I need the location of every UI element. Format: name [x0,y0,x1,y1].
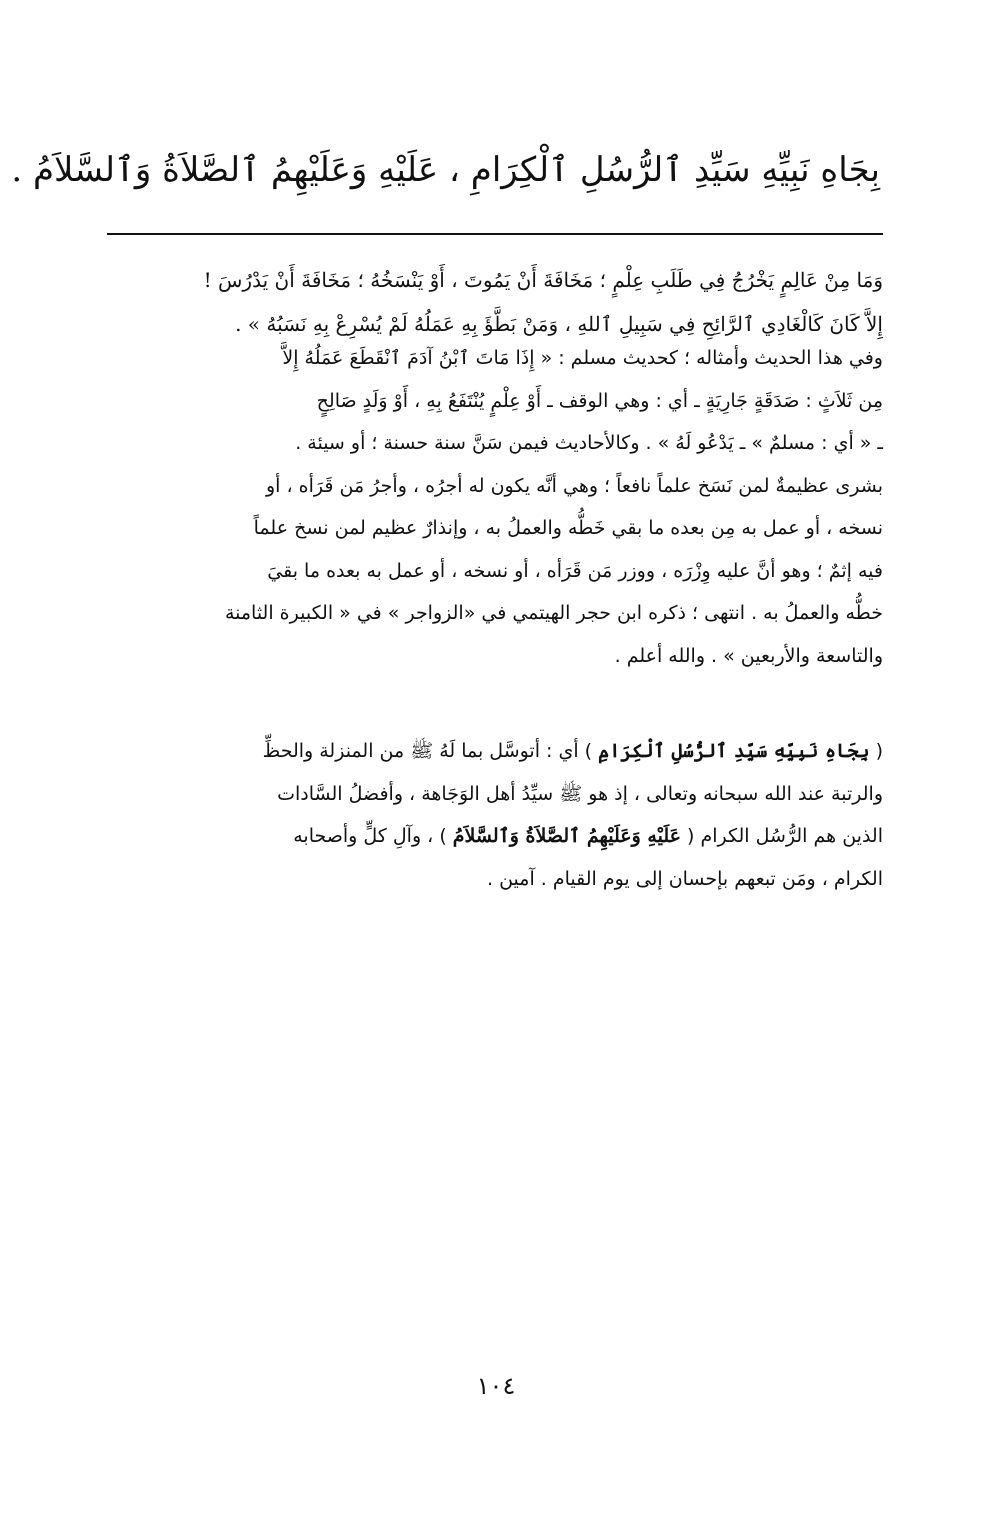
commentary-line [107,815,883,858]
quote-block [107,258,883,346]
separator-rule [107,233,883,235]
commentary-text: ) ، وآلِ كلٍّ وأصحابه [293,825,447,847]
commentary-line: بشرى عظيمةٌ لمن نَسَخ علماً نافعاً ؛ وهي أنَّه يكون له أجرُه ، وأجرُ مَن قَرَأه ، أو [266,474,883,497]
quote-line: وَمَا مِنْ عَالِمٍ يَخْرُجُ فِي طَلَبِ عِلْمٍ ؛ مَخَافَةَ أَنْ يَمُوتَ ، أَوْ يَنْسَخُهُ ؛ مَخَافَةَ أَنْ يَدْرُسَ ! [203,268,883,292]
commentary-line: الكرام ، ومَن تبعهم بإحسان إلى يوم القيام . آمين . [486,867,883,890]
commentary-paragraph-1 [107,337,883,677]
commentary-line: والرتبة عند الله سبحانه وتعالى ، إذ هو ﷺ سيِّدُ أهل الوَجَاهة ، وأفضلُ السَّادات [277,782,883,805]
commentary-line: ـ « أي : مسلمٌ » ـ يَدْعُو لَهُ » . وكالأحاديث فيمن سَنَّ سنة حسنة ؛ أو سيئة . [295,432,883,454]
commentary-line: نسخه ، أو عمل به مِن بعده ما بقي خَطُّه والعملُ به ، وإنذارٌ عظيم لمن نسخ علماً [253,517,883,539]
open-paren: ( [875,740,883,762]
bold-quoted-phrase: عَلَيْهِ وَعَلَيْهِمُ ٱلصَّلاَةُ وَٱلسَّلاَمُ [452,825,681,847]
header-verse-line: بِجَاهِ نَبِيِّهِ سَيِّدِ ٱلرُّسُلِ ٱلْكِرَامِ ، عَلَيْهِ وَعَلَيْهِمُ ٱلصَّلاَةُ وَٱلسَّلاَمُ . [11,150,880,190]
commentary-line: مِن ثَلاَثٍ : صَدَقَةٍ جَارِيَةٍ ـ أي : وهي الوقف ـ أَوْ عِلْمٍ يُنْتَفَعُ بِهِ ، أَوْ وَلَدٍ صَالِحٍ [316,389,883,412]
quote-line: إِلاَّ كَانَ كَالْغَادِي ٱلرَّائِحِ فِي سَبِيلِ ٱللهِ ، وَمَنْ بَطَّؤَ بِهِ عَمَلُهُ لَمْ يُسْرِعْ بِهِ نَسَبُهُ » . [235,312,883,336]
commentary-text: الذين هم الرُّسُل الكرام ( [687,825,883,847]
commentary-line [107,730,883,773]
commentary-line: وفي هذا الحديث وأمثاله ؛ كحديث مسلم : « إِذَا مَاتَ ٱبْنُ آدَمَ ٱنْقَطَعَ عَمَلُهُ إِلاَّ [282,347,883,369]
commentary-line: والتاسعة والأربعين » . والله أعلم . [614,644,883,667]
commentary-paragraph-2 [107,730,883,900]
commentary-line: فيه إثمٌ ؛ وهو أنَّ عليه وِزْرَه ، ووزر مَن قَرَأه ، أو نسخه ، أو عمل به بعده ما بقيَ [267,559,883,582]
bold-quoted-phrase: بِجَاهِ نَبِيِّهِ سَيِّدِ ٱلرُّسُلِ ٱلْكِرَامِ [598,740,870,762]
commentary-text: ) أي : أتوسَّل بما لَهُ ﷺ من المنزلة والحظِّ [262,740,593,762]
page-number: ١٠٤ [476,1372,516,1400]
commentary-line: خطُّه والعملُ به . انتهى ؛ ذكره ابن حجر الهيتمي في «الزواجر » في « الكبيرة الثامنة [224,602,883,624]
